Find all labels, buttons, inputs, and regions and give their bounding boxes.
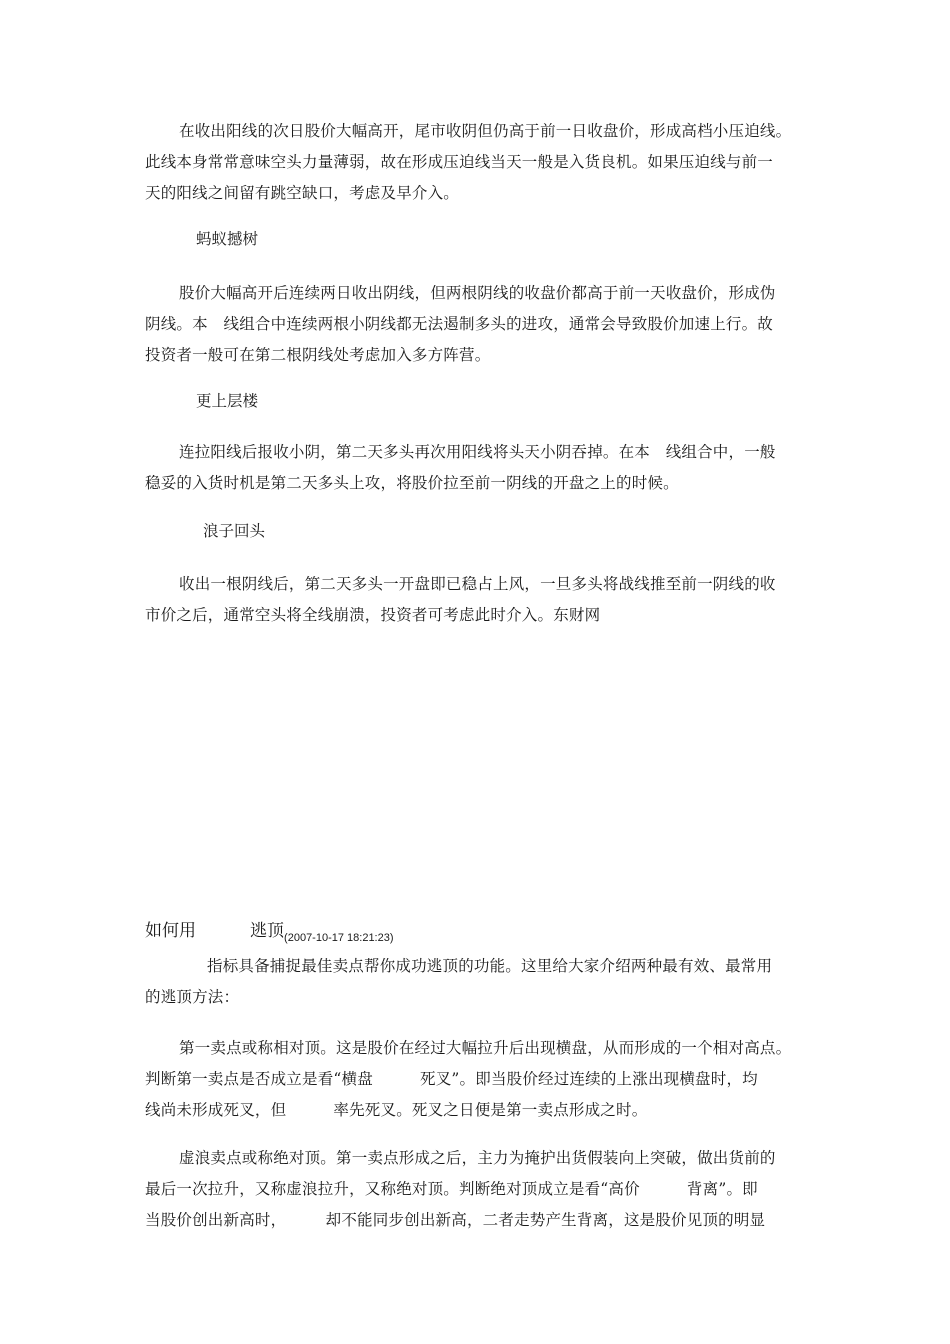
- paragraph-intro: [145, 951, 810, 1013]
- paragraph-line: 虚浪卖点或称绝对顶。第一卖点形成之后，主力为掩护出货假装向上突破，做出货前的: [179, 1149, 776, 1167]
- paragraph-line: 判断第一卖点是否成立是看“横盘 死叉”。即当股价经过连续的上涨出现横盘时，均: [145, 1070, 758, 1088]
- paragraph-line: 指标具备捕捉最佳卖点帮你成功逃顶的功能。这里给大家介绍两种最有效、最常用: [207, 957, 773, 975]
- paragraph-line: 最后一次拉升，又称虚浪拉升，又称绝对顶。判断绝对顶成立是看“高价 背离”。即: [145, 1180, 758, 1198]
- paragraph-high-pressure-line: [145, 116, 810, 209]
- title-part-1: 如何用: [145, 921, 196, 941]
- paragraph-first-sell-point: [145, 1033, 810, 1126]
- paragraph-line: 在收出阳线的次日股价大幅高开，尾市收阴但仍高于前一日收盘价，形成高档小压迫线。: [179, 122, 792, 140]
- paragraph-prodigal-return: [145, 569, 810, 631]
- paragraph-climb-higher: [145, 437, 810, 499]
- title-part-2: 逃顶: [250, 921, 285, 941]
- paragraph-ant-shakes-tree: [145, 278, 810, 371]
- subheading-prodigal-return: 浪子回头: [203, 522, 266, 540]
- paragraph-line: 阴线。本 线组合中连续两根小阴线都无法遏制多头的进攻，通常会导致股价加速上行。故: [145, 315, 774, 333]
- paragraph-line: 股价大幅高开后连续两日收出阴线，但两根阴线的收盘价都高于前一天收盘价，形成伪: [179, 284, 776, 302]
- paragraph-line: 第一卖点或称相对顶。这是股价在经过大幅拉升后出现横盘，从而形成的一个相对高点。: [179, 1039, 792, 1057]
- article-timestamp: (2007-10-17 18:21:23): [284, 932, 394, 944]
- subheading-ant-shakes-tree: 蚂蚁撼树: [196, 230, 259, 248]
- subheading-climb-higher: 更上层楼: [196, 392, 259, 410]
- paragraph-line: 稳妥的入货时机是第二天多头上攻，将股价拉至前一阴线的开盘之上的时候。: [145, 474, 679, 492]
- paragraph-line: 收出一根阴线后，第二天多头一开盘即已稳占上风，一旦多头将战线推至前一阴线的收: [179, 575, 776, 593]
- paragraph-false-wave-sell-point: [145, 1143, 810, 1236]
- paragraph-line: 此线本身常常意味空头力量薄弱，故在形成压迫线当天一般是入货良机。如果压迫线与前一: [145, 153, 774, 171]
- paragraph-line: 天的阳线之间留有跳空缺口，考虑及早介入。: [145, 184, 460, 202]
- paragraph-line: 市价之后，通常空头将全线崩溃，投资者可考虑此时介入。东财网: [145, 606, 601, 624]
- paragraph-line: 线尚未形成死叉，但 率先死叉。死叉之日便是第一卖点形成之时。: [145, 1101, 648, 1119]
- paragraph-line: 投资者一般可在第二根阴线处考虑加入多方阵营。: [145, 346, 491, 364]
- paragraph-line: 连拉阳线后报收小阴，第二天多头再次用阳线将头天小阴吞掉。在本 线组合中，一般: [179, 443, 776, 461]
- paragraph-line: 当股价创出新高时， 却不能同步创出新高，二者走势产生背离，这是股价见顶的明显: [145, 1211, 766, 1229]
- paragraph-line: 的逃顶方法：: [145, 988, 240, 1006]
- article-title: [145, 918, 394, 951]
